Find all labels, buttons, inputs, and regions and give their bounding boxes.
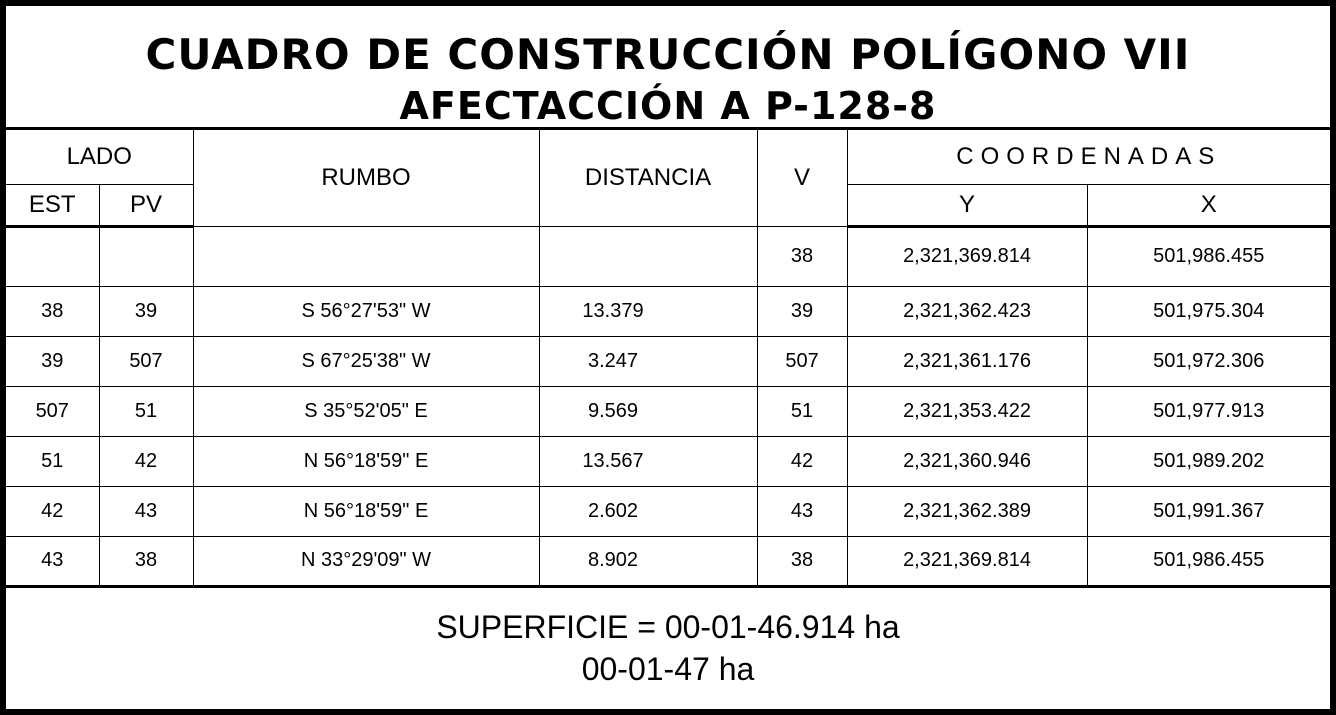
cell-pv: 39 (99, 286, 193, 336)
header-coordenadas: COORDENADAS (847, 130, 1330, 184)
cell-v: 51 (757, 386, 847, 436)
cell-x: 501,986.455 (1087, 226, 1330, 286)
cell-rumbo: S 67°25'38" W (193, 336, 539, 386)
surface-block (6, 586, 1330, 709)
header-distancia: DISTANCIA (539, 130, 757, 226)
header-y: Y (847, 184, 1087, 226)
cell-v: 507 (757, 336, 847, 386)
cell-y: 2,321,361.176 (847, 336, 1087, 386)
cell-rumbo: N 56°18'59" E (193, 486, 539, 536)
cell-v: 42 (757, 436, 847, 486)
table-row (6, 486, 1330, 536)
cell-pv: 507 (99, 336, 193, 386)
cell-v: 39 (757, 286, 847, 336)
cell-distancia: 2.602 (539, 486, 757, 536)
cell-est: 39 (6, 336, 99, 386)
cell-est: 43 (6, 536, 99, 586)
cell-y: 2,321,369.814 (847, 226, 1087, 286)
cell-rumbo (193, 226, 539, 286)
cell-x: 501,977.913 (1087, 386, 1330, 436)
cell-est (6, 226, 99, 286)
cell-x: 501,991.367 (1087, 486, 1330, 536)
cell-rumbo: N 56°18'59" E (193, 436, 539, 486)
cell-rumbo: S 56°27'53" W (193, 286, 539, 336)
cell-y: 2,321,353.422 (847, 386, 1087, 436)
cell-pv: 51 (99, 386, 193, 436)
table-row (6, 226, 1330, 286)
cell-pv: 42 (99, 436, 193, 486)
cell-v: 43 (757, 486, 847, 536)
table-row (6, 336, 1330, 386)
cell-x: 501,989.202 (1087, 436, 1330, 486)
table-row (6, 536, 1330, 586)
cell-distancia: 13.379 (539, 286, 757, 336)
cell-est: 42 (6, 486, 99, 536)
cell-rumbo: S 35°52'05" E (193, 386, 539, 436)
surface-area: SUPERFICIE = 00-01-46.914 ha (436, 609, 900, 645)
cell-distancia (539, 226, 757, 286)
surface-area-rounded: 00-01-47 ha (581, 651, 755, 687)
cell-distancia: 9.569 (539, 386, 757, 436)
main-title: CUADRO DE CONSTRUCCIÓN POLÍGONO VII (145, 30, 1191, 79)
header-pv: PV (99, 184, 193, 226)
construction-table (6, 130, 1330, 588)
header-x: X (1087, 184, 1330, 226)
cell-est: 38 (6, 286, 99, 336)
cell-y: 2,321,369.814 (847, 536, 1087, 586)
header-est: EST (6, 184, 99, 226)
header-lado: LADO (6, 130, 193, 184)
cell-pv (99, 226, 193, 286)
cell-pv: 38 (99, 536, 193, 586)
cell-y: 2,321,360.946 (847, 436, 1087, 486)
table-row (6, 436, 1330, 486)
cell-x: 501,986.455 (1087, 536, 1330, 586)
cell-y: 2,321,362.423 (847, 286, 1087, 336)
title-block (6, 6, 1330, 130)
cell-rumbo: N 33°29'09" W (193, 536, 539, 586)
header-v: V (757, 130, 847, 226)
table-row (6, 386, 1330, 436)
cell-x: 501,975.304 (1087, 286, 1330, 336)
cell-pv: 43 (99, 486, 193, 536)
subtitle: AFECTACCIÓN A P-128-8 (399, 84, 937, 128)
cell-v: 38 (757, 536, 847, 586)
cell-distancia: 3.247 (539, 336, 757, 386)
cell-est: 507 (6, 386, 99, 436)
cell-v: 38 (757, 226, 847, 286)
cell-distancia: 8.902 (539, 536, 757, 586)
cell-y: 2,321,362.389 (847, 486, 1087, 536)
cell-distancia: 13.567 (539, 436, 757, 486)
table-row (6, 286, 1330, 336)
header-rumbo: RUMBO (193, 130, 539, 226)
cell-x: 501,972.306 (1087, 336, 1330, 386)
cell-est: 51 (6, 436, 99, 486)
